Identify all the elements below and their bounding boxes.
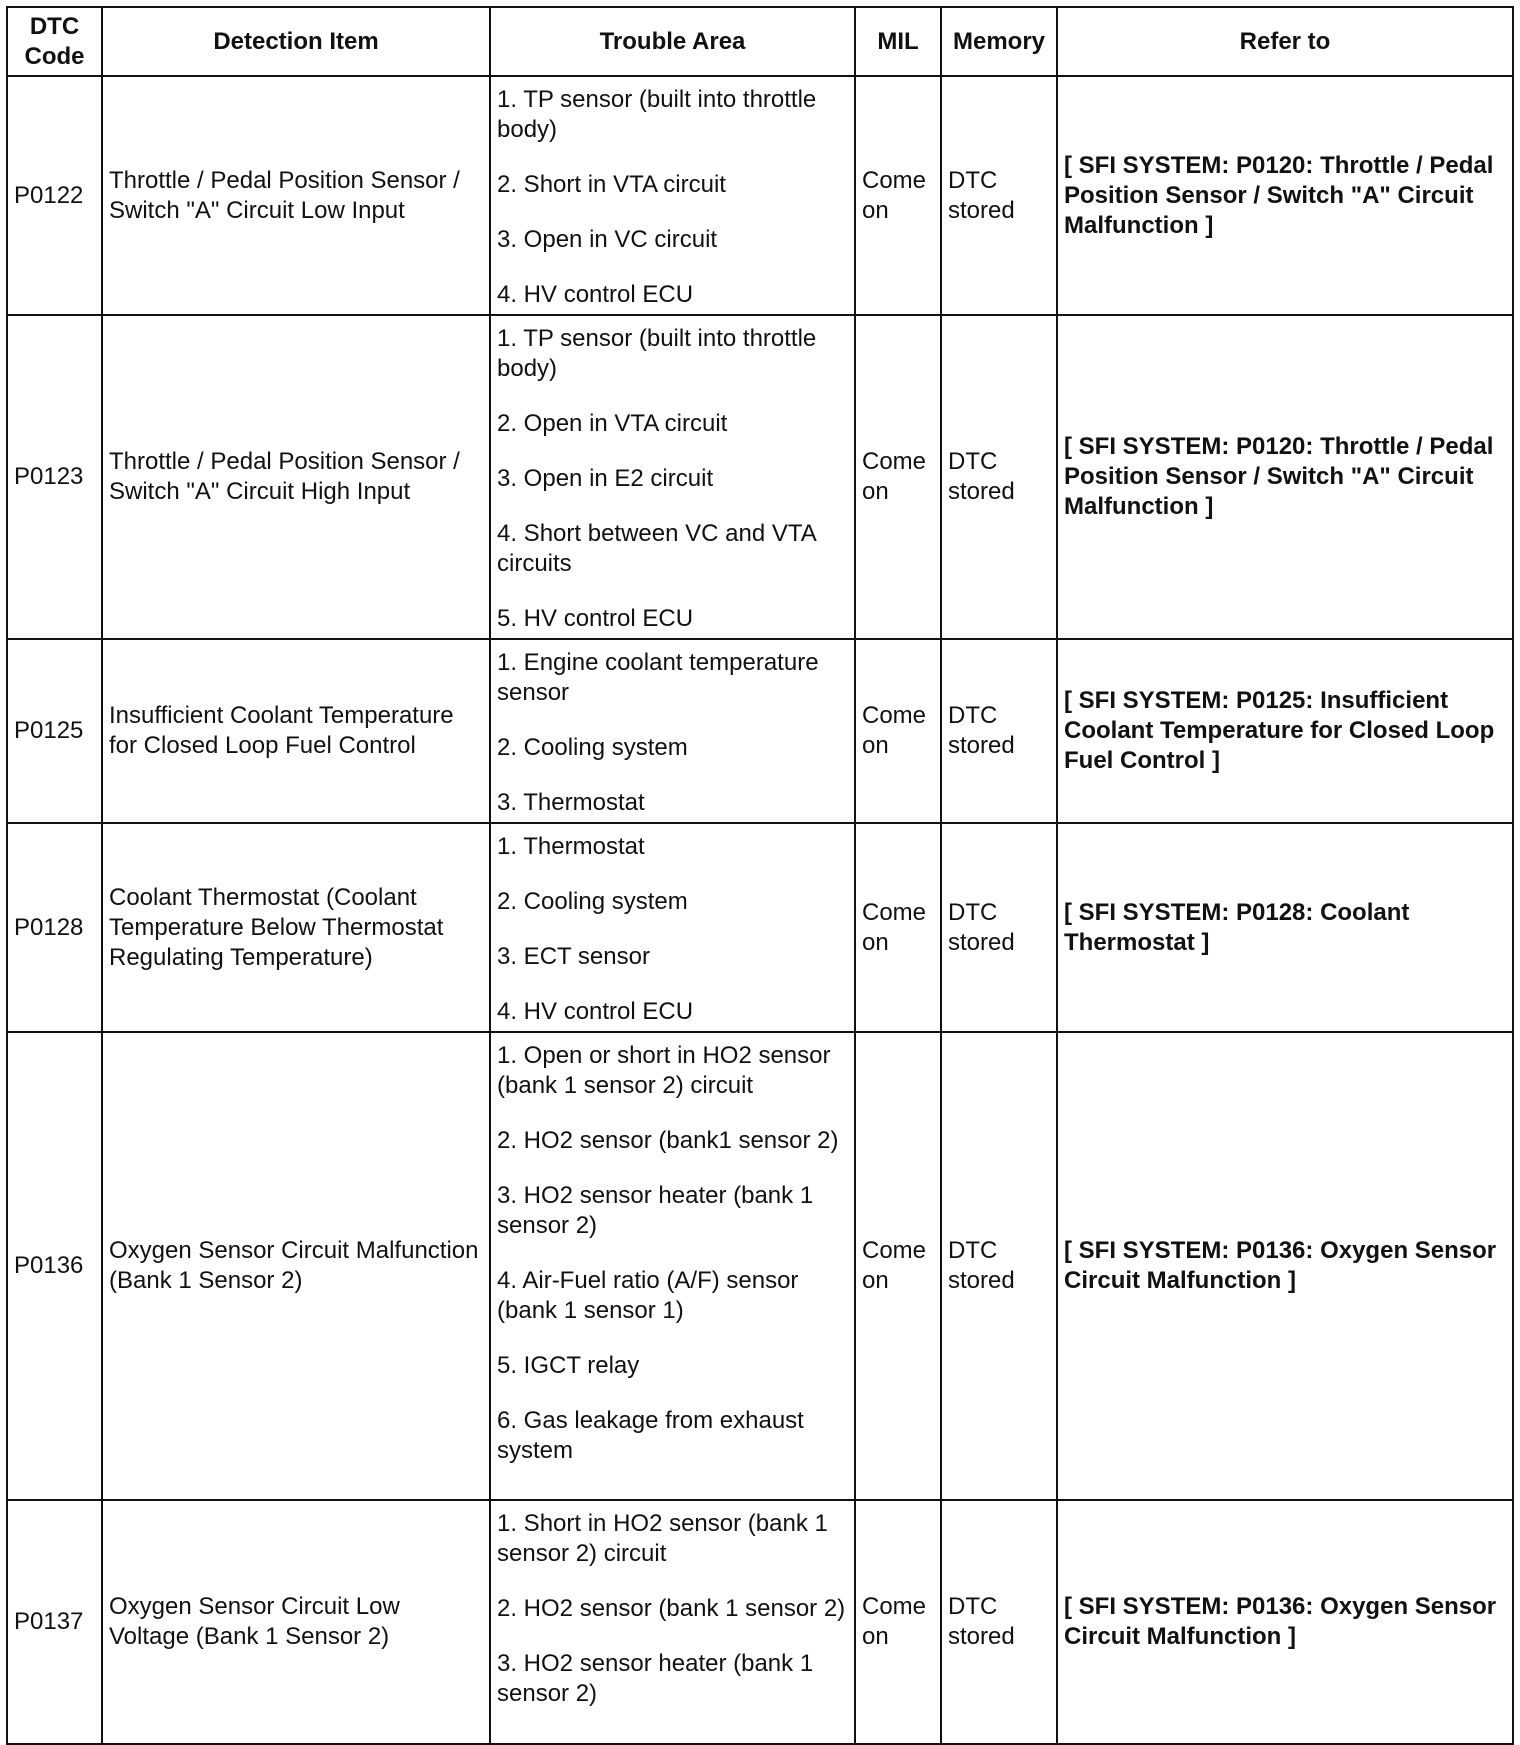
memory-status: DTC stored — [941, 76, 1057, 315]
trouble-area-item: 5. HV control ECU — [497, 605, 694, 632]
table-row — [7, 76, 1513, 315]
trouble-area — [490, 823, 855, 1032]
trouble-area-item: 3. HO2 sensor heater (bank 1 sensor 2) — [497, 1650, 814, 1707]
detection-item: Coolant Thermostat (Coolant Temperature Below Thermostat Regulating Temperature) — [102, 823, 490, 1032]
detection-item: Throttle / Pedal Position Sensor / Switch "A" Circuit Low Input — [102, 76, 490, 315]
dtc-table — [6, 6, 1514, 1745]
detection-item: Oxygen Sensor Circuit Malfunction (Bank 1 Sensor 2) — [102, 1032, 490, 1500]
trouble-area-item: 1. Open or short in HO2 sensor (bank 1 sensor 2) circuit — [497, 1042, 831, 1099]
trouble-area — [490, 1032, 855, 1500]
refer-to-link[interactable]: [ SFI SYSTEM: P0125: Insufficient Coolant Temperature for Closed Loop Fuel Control ] — [1057, 639, 1513, 823]
trouble-area-item: 3. Open in E2 circuit — [497, 465, 714, 492]
table-row — [7, 1032, 1513, 1500]
trouble-area-item: 1. Engine coolant temperature sensor — [497, 649, 819, 706]
mil-status: Come on — [855, 639, 941, 823]
detection-item: Throttle / Pedal Position Sensor / Switch "A" Circuit High Input — [102, 315, 490, 639]
trouble-area-item: 2. Short in VTA circuit — [497, 171, 726, 198]
refer-to-link[interactable]: [ SFI SYSTEM: P0120: Throttle / Pedal Position Sensor / Switch "A" Circuit Malfunction ] — [1057, 315, 1513, 639]
trouble-area-item: 1. Thermostat — [497, 833, 645, 860]
dtc-code: P0125 — [7, 639, 102, 823]
detection-item: Insufficient Coolant Temperature for Closed Loop Fuel Control — [102, 639, 490, 823]
refer-to-link[interactable]: [ SFI SYSTEM: P0136: Oxygen Sensor Circuit Malfunction ] — [1057, 1032, 1513, 1500]
detection-item: Oxygen Sensor Circuit Low Voltage (Bank 1 Sensor 2) — [102, 1500, 490, 1744]
memory-status: DTC stored — [941, 1500, 1057, 1744]
trouble-area-item: 2. Cooling system — [497, 888, 688, 915]
dtc-code: P0128 — [7, 823, 102, 1032]
trouble-area — [490, 315, 855, 639]
trouble-area-item: 2. HO2 sensor (bank 1 sensor 2) — [497, 1595, 846, 1622]
trouble-area-item: 6. Gas leakage from exhaust system — [497, 1407, 804, 1464]
dtc-code: P0122 — [7, 76, 102, 315]
trouble-area-item: 5. IGCT relay — [497, 1352, 640, 1379]
header-trouble-area: Trouble Area — [490, 7, 855, 76]
header-memory: Memory — [941, 7, 1057, 76]
trouble-area-item: 1. Short in HO2 sensor (bank 1 sensor 2) circuit — [497, 1510, 828, 1567]
dtc-code: P0137 — [7, 1500, 102, 1744]
header-mil: MIL — [855, 7, 941, 76]
mil-status: Come on — [855, 823, 941, 1032]
trouble-area — [490, 76, 855, 315]
table-row — [7, 1500, 1513, 1744]
trouble-area-item: 4. HV control ECU — [497, 998, 694, 1025]
trouble-area — [490, 1500, 855, 1744]
header-row — [7, 7, 1513, 76]
trouble-area-item: 3. Thermostat — [497, 789, 645, 816]
header-detection-item: Detection Item — [102, 7, 490, 76]
mil-status: Come on — [855, 1032, 941, 1500]
mil-status: Come on — [855, 1500, 941, 1744]
header-dtc-code: DTC Code — [7, 7, 102, 76]
trouble-area-item: 2. Open in VTA circuit — [497, 410, 728, 437]
refer-to-link[interactable]: [ SFI SYSTEM: P0128: Coolant Thermostat ] — [1057, 823, 1513, 1032]
memory-status: DTC stored — [941, 823, 1057, 1032]
trouble-area-item: 3. Open in VC circuit — [497, 226, 718, 253]
table-row — [7, 823, 1513, 1032]
table-row — [7, 639, 1513, 823]
mil-status: Come on — [855, 76, 941, 315]
table-row — [7, 315, 1513, 639]
header-refer-to: Refer to — [1057, 7, 1513, 76]
dtc-code: P0136 — [7, 1032, 102, 1500]
memory-status: DTC stored — [941, 639, 1057, 823]
trouble-area — [490, 639, 855, 823]
trouble-area-item: 3. HO2 sensor heater (bank 1 sensor 2) — [497, 1182, 814, 1239]
mil-status: Come on — [855, 315, 941, 639]
dtc-code: P0123 — [7, 315, 102, 639]
trouble-area-item: 4. Air-Fuel ratio (A/F) sensor (bank 1 sensor 1) — [497, 1267, 799, 1324]
trouble-area-item: 4. HV control ECU — [497, 281, 694, 308]
trouble-area-item: 1. TP sensor (built into throttle body) — [497, 325, 817, 382]
refer-to-link[interactable]: [ SFI SYSTEM: P0136: Oxygen Sensor Circuit Malfunction ] — [1057, 1500, 1513, 1744]
refer-to-link[interactable]: [ SFI SYSTEM: P0120: Throttle / Pedal Position Sensor / Switch "A" Circuit Malfunction ] — [1057, 76, 1513, 315]
memory-status: DTC stored — [941, 1032, 1057, 1500]
trouble-area-item: 2. HO2 sensor (bank1 sensor 2) — [497, 1127, 839, 1154]
trouble-area-item: 1. TP sensor (built into throttle body) — [497, 86, 817, 143]
trouble-area-item: 4. Short between VC and VTA circuits — [497, 520, 816, 577]
trouble-area-item: 3. ECT sensor — [497, 943, 650, 970]
trouble-area-item: 2. Cooling system — [497, 734, 688, 761]
memory-status: DTC stored — [941, 315, 1057, 639]
